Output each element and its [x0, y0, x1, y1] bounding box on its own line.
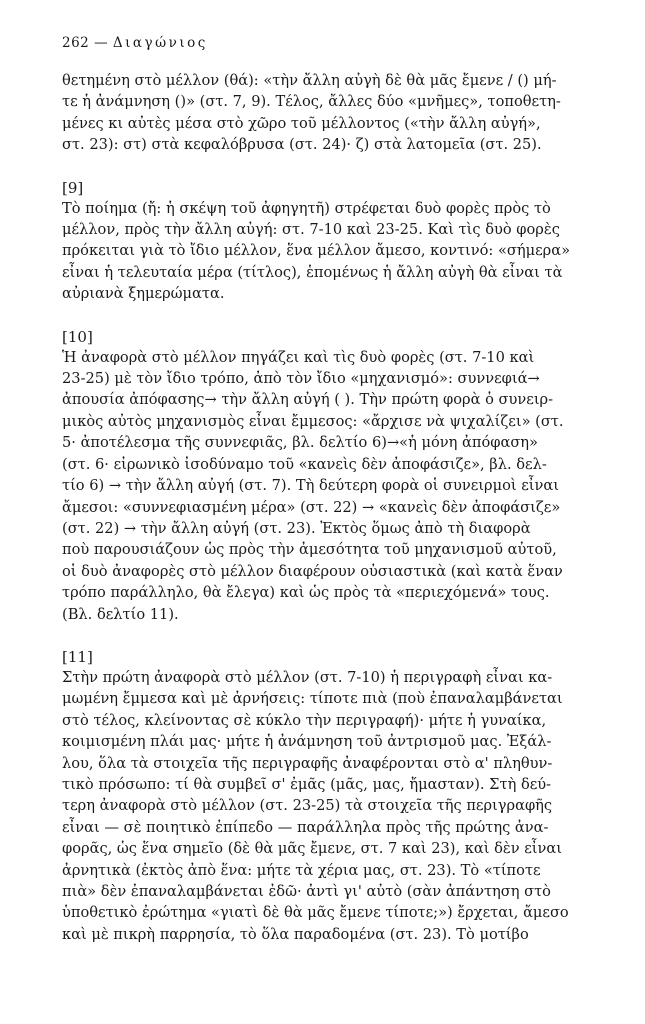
author-name: Διαγώνιος [112, 35, 208, 51]
text-line: τε ἡ ἀνάμνηση ()» (στ. 7, 9). Τέλος, ἄλλες δύο «μνῆμες», τοποθετη- [62, 93, 561, 111]
text-line: στὸ τέλος, κλείνοντας σὲ κύκλο τὴν περιγραφή)· μήτε ἡ γυναίκα, [62, 711, 547, 729]
section-paragraph [62, 198, 602, 305]
text-line: εἶναι ἡ τελευταία μέρα (τίτλος), ἑπομένως ἡ ἄλλη αὐγὴ θὰ εἶναι τὰ [62, 263, 563, 281]
text-line: κοιμισμένη πλάι μας· μήτε ἡ ἀνάμνηση τοῦ ἀντρισμοῦ μας. Ἐξάλ- [62, 733, 552, 751]
text-line: Ἡ ἀναφορὰ στὸ μέλλον πηγάζει καὶ τὶς δυὸ φορὲς (στ. 7-10 καὶ [62, 348, 535, 366]
text-line: (στ. 22) → τὴν ἄλλη αὐγή (στ. 23). Ἐκτὸς ὅμως ἀπὸ τὴ διαφορὰ [62, 519, 531, 537]
text-line: ἀπουσία ἀπόφασης→ τὴν ἄλλη αὐγή ( ). Τὴν πρώτη φορὰ ὁ συνειρ- [62, 391, 554, 409]
text-line: μένες κι αὐτὲς μέσα στὸ χῶρο τοῦ μέλλοντος («τὴν ἄλλη αὐγή», [62, 114, 541, 132]
header-dash: — [94, 35, 109, 51]
section-paragraph [62, 667, 602, 945]
text-line: πιὰ» δὲν ἐπαναλαμβάνεται ἐδῶ· ἀντὶ γι' αὐτὸ (σὰν ἀπάντηση στὸ [62, 883, 551, 900]
text-line: μέλλον, πρὸς τὴν ἄλλη αὐγή: στ. 7-10 καὶ 23-25. Καὶ τὶς δυὸ φορὲς [62, 221, 560, 239]
section-number: [10] [62, 327, 93, 346]
text-line: Στὴν πρώτη ἀναφορὰ στὸ μέλλον (στ. 7-10) ἡ περιγραφὴ εἶναι κα- [62, 668, 553, 686]
text-line: (στ. 6· εἰρωνικὸ ἰσοδύναμο τοῦ «κανεὶς δὲν ἀποφάσιζε», βλ. δελ- [62, 455, 547, 473]
running-head [62, 34, 602, 52]
text-line: Τὸ ποίημα (ἤ: ἡ σκέψη τοῦ ἀφηγητῆ) στρέφεται δυὸ φορὲς πρὸς τὸ [62, 199, 551, 217]
text-line: τικὸ πρόσωπο: τί θὰ συμβεῖ σ' ἐμᾶς (μᾶς, μας, ἤμασταν). Στὴ δεύ- [62, 775, 552, 793]
text-line: φορᾶς, ὡς ἕνα σημεῖο (δὲ θὰ μᾶς ἔμενε, στ. 7 καὶ 23), καὶ δὲν εἶναι [62, 840, 562, 858]
text-line: (Βλ. δελτίο 11). [62, 605, 179, 623]
text-line: τρόπο παράλληλο, θὰ ἔλεγα) καὶ ὡς πρὸς τὰ «περιεχόμενά» τους. [62, 584, 550, 602]
text-line: αὐριανὰ ξημερώματα. [62, 285, 225, 303]
section-paragraph [62, 347, 602, 625]
text-line: πρόκειται γιὰ τὸ ἴδιο μέλλον, ἕνα μέλλον ἄμεσο, κοντινό: «σήμερα» [62, 242, 571, 260]
section-10 [62, 327, 602, 625]
text-line: θετημένη στὸ μέλλον (θά): «τὴν ἄλλη αὐγὴ δὲ θὰ μᾶς ἔμενε / () μή- [62, 72, 557, 89]
text-line: ἀρνητικὰ (ἐκτὸς ἀπὸ ἕνα: μήτε τὰ χέρια μας, στ. 23). Τὸ «τίποτε [62, 861, 541, 879]
text-line: καὶ μὲ πικρὴ παρρησία, τὸ ὅλα παραδομένα (στ. 23). Τὸ μοτίβο [62, 925, 529, 943]
text-line: ἄμεσοι: «συννεφιασμένη μέρα» (στ. 22) → «κανεὶς δὲν ἀποφάσιζε» [62, 498, 561, 516]
text-line: λου, ὅλα τὰ στοιχεῖα τῆς περιγραφῆς ἀναφέρονται στὸ α' πληθυν- [62, 754, 553, 772]
book-page [62, 34, 602, 945]
section-number: [9] [62, 178, 84, 197]
page-number: 262 [62, 35, 90, 51]
section-number: [11] [62, 647, 93, 666]
text-line: στ. 23): στ) στὰ κεφαλόβρυσα (στ. 24)· ζ) στὰ λατομεῖα (στ. 25). [62, 136, 542, 154]
text-line: τερη ἀναφορὰ στὸ μέλλον (στ. 23-25) τὰ στοιχεῖα τῆς περιγραφῆς [62, 797, 553, 815]
text-line: ὑποθετικὸ ἐρώτημα «γιατὶ δὲ θὰ μᾶς ἔμενε τίποτε;») ἔρχεται, ἄμεσο [62, 904, 569, 922]
text-line: εἶναι — σὲ ποιητικὸ ἐπίπεδο — παράλληλα πρὸς τῆς πρώτης ἀνα- [62, 818, 549, 836]
text-line: 23-25) μὲ τὸν ἴδιο τρόπο, ἀπὸ τὸν ἴδιο «μηχανισμό»: συννεφιά→ [62, 370, 540, 388]
text-line: 5· ἀποτέλεσμα τῆς συννεφιᾶς, βλ. δελτίο 6)→«ἡ μόνη ἀπόφαση» [62, 434, 538, 452]
text-line: μωμένη ἔμμεσα καὶ μὲ ἀρνήσεις: τίποτε πιὰ (ποὺ ἐπαναλαμβάνεται [62, 690, 563, 708]
intro-paragraph [62, 70, 602, 156]
text-line: μικὸς αὐτὸς μηχανισμὸς εἶναι ἔμμεσος: «ἄρχισε νὰ ψιχαλίζει» (στ. [62, 412, 564, 430]
section-11 [62, 647, 602, 945]
text-line: τίο 6) → τὴν ἄλλη αὐγή (στ. 7). Τὴ δεύτερη φορὰ οἱ συνειρμοὶ εἶναι [62, 477, 559, 495]
text-line: οἱ δυὸ ἀναφορὲς στὸ μέλλον διαφέρουν οὐσιαστικὰ (καὶ κατὰ ἕναν [62, 562, 563, 580]
section-9 [62, 178, 602, 305]
text-line: ποὺ παρουσιάζουν ὡς πρὸς τὴν ἀμεσότητα τοῦ μηχανισμοῦ αὐτοῦ, [62, 541, 557, 559]
